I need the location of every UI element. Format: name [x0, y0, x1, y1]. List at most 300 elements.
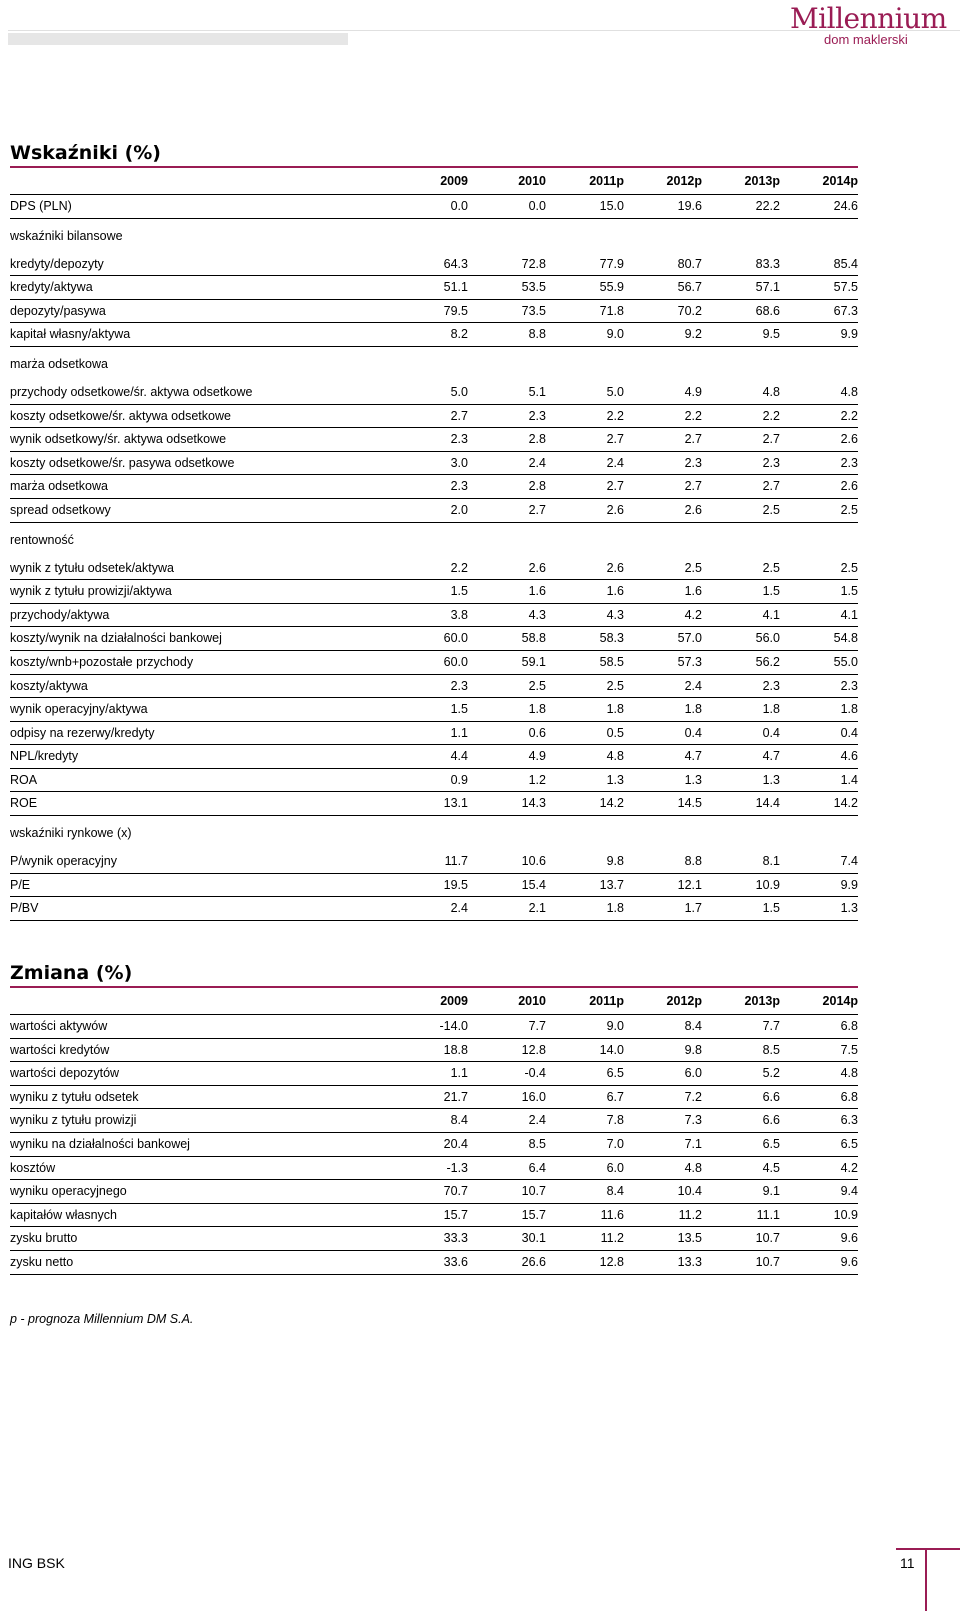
value-cell: 15.7 — [390, 1203, 468, 1227]
table-row — [10, 674, 858, 698]
value-cell: 0.9 — [390, 768, 468, 792]
value-cell: 1.3 — [624, 768, 702, 792]
value-cell: 2.6 — [546, 557, 624, 580]
row-label: marża odsetkowa — [10, 475, 390, 499]
row-label: P/BV — [10, 897, 390, 921]
value-cell: 2.0 — [390, 498, 468, 522]
row-label: koszty odsetkowe/śr. aktywa odsetkowe — [10, 404, 390, 428]
value-cell: 12.8 — [468, 1038, 546, 1062]
value-cell: 53.5 — [468, 276, 546, 300]
value-cell: 1.5 — [780, 580, 858, 604]
table-row — [10, 323, 858, 347]
value-cell: 71.8 — [546, 299, 624, 323]
value-cell: 4.3 — [546, 603, 624, 627]
table-row — [10, 1156, 858, 1180]
table-row — [10, 1062, 858, 1086]
value-cell: 1.5 — [702, 897, 780, 921]
value-cell: 79.5 — [390, 299, 468, 323]
table-row — [10, 557, 858, 580]
row-label: NPL/kredyty — [10, 745, 390, 769]
value-cell: 4.9 — [468, 745, 546, 769]
table-row — [10, 498, 858, 522]
value-cell: 1.8 — [702, 698, 780, 722]
value-cell: 9.4 — [780, 1180, 858, 1204]
table-row — [10, 768, 858, 792]
value-cell: 2.6 — [780, 428, 858, 452]
value-cell: 5.2 — [702, 1062, 780, 1086]
value-cell: 12.1 — [624, 873, 702, 897]
table-row — [10, 745, 858, 769]
value-cell: 2.5 — [702, 557, 780, 580]
value-cell: 1.5 — [390, 580, 468, 604]
value-cell: -14.0 — [390, 1015, 468, 1039]
value-cell: 5.0 — [390, 381, 468, 404]
value-cell: 2.3 — [780, 451, 858, 475]
value-cell: 1.3 — [546, 768, 624, 792]
value-cell: 11.7 — [390, 850, 468, 873]
value-cell: 2.6 — [624, 498, 702, 522]
value-cell: 70.2 — [624, 299, 702, 323]
table-row — [10, 897, 858, 921]
row-label: kredyty/depozyty — [10, 253, 390, 276]
value-cell: 4.8 — [702, 381, 780, 404]
value-cell: 9.8 — [624, 1038, 702, 1062]
value-cell: 8.8 — [624, 850, 702, 873]
value-cell: 7.7 — [702, 1015, 780, 1039]
value-cell: 2.8 — [468, 475, 546, 499]
value-cell: 1.4 — [780, 768, 858, 792]
value-cell: 9.0 — [546, 1015, 624, 1039]
row-label: koszty/wnb+pozostałe przychody — [10, 650, 390, 674]
value-cell: 80.7 — [624, 253, 702, 276]
value-cell: 2.7 — [624, 428, 702, 452]
value-cell: 58.8 — [468, 627, 546, 651]
value-cell: 2.7 — [702, 475, 780, 499]
value-cell: 10.9 — [702, 873, 780, 897]
row-label: koszty odsetkowe/śr. pasywa odsetkowe — [10, 451, 390, 475]
value-cell: 4.7 — [702, 745, 780, 769]
value-cell: 24.6 — [780, 195, 858, 219]
value-cell: 2.4 — [546, 451, 624, 475]
value-cell: 9.6 — [780, 1250, 858, 1274]
header-bar — [8, 33, 348, 45]
value-cell: 14.5 — [624, 792, 702, 816]
value-cell: 10.7 — [468, 1180, 546, 1204]
value-cell: 26.6 — [468, 1250, 546, 1274]
value-cell: 2.3 — [702, 674, 780, 698]
value-cell: 19.6 — [624, 195, 702, 219]
value-cell: 7.0 — [546, 1132, 624, 1156]
value-cell: 2.7 — [546, 428, 624, 452]
row-label: ROA — [10, 768, 390, 792]
value-cell: 2.3 — [390, 475, 468, 499]
value-cell: 14.2 — [780, 792, 858, 816]
group-heading-row — [10, 218, 858, 253]
year-header: 2010 — [468, 168, 546, 195]
value-cell: 73.5 — [468, 299, 546, 323]
row-label: koszty/aktywa — [10, 674, 390, 698]
value-cell: 8.4 — [390, 1109, 468, 1133]
value-cell: 6.7 — [546, 1085, 624, 1109]
row-label: kapitałów własnych — [10, 1203, 390, 1227]
value-cell: 68.6 — [702, 299, 780, 323]
value-cell: 15.7 — [468, 1203, 546, 1227]
value-cell: 0.6 — [468, 721, 546, 745]
row-label: przychody/aktywa — [10, 603, 390, 627]
table-row — [10, 603, 858, 627]
value-cell: 2.3 — [390, 674, 468, 698]
table-row — [10, 698, 858, 722]
value-cell: 8.5 — [702, 1038, 780, 1062]
value-cell: 0.4 — [624, 721, 702, 745]
value-cell: 21.7 — [390, 1085, 468, 1109]
value-cell: 6.6 — [702, 1085, 780, 1109]
logo-main-text: Millennium — [790, 2, 947, 35]
value-cell: 1.8 — [546, 897, 624, 921]
value-cell: 13.7 — [546, 873, 624, 897]
table-row — [10, 650, 858, 674]
year-header: 2014p — [780, 988, 858, 1015]
row-label: wyniku operacyjnego — [10, 1180, 390, 1204]
value-cell: 7.7 — [468, 1015, 546, 1039]
value-cell: 6.3 — [780, 1109, 858, 1133]
value-cell: 2.5 — [702, 498, 780, 522]
value-cell: 2.3 — [780, 674, 858, 698]
indicators-body — [10, 195, 858, 921]
value-cell: 2.5 — [468, 674, 546, 698]
value-cell: 2.3 — [702, 451, 780, 475]
value-cell: 83.3 — [702, 253, 780, 276]
value-cell: 8.2 — [390, 323, 468, 347]
value-cell: 3.8 — [390, 603, 468, 627]
value-cell: 6.5 — [546, 1062, 624, 1086]
value-cell: 33.3 — [390, 1227, 468, 1251]
value-cell: -0.4 — [468, 1062, 546, 1086]
row-label: wynik odsetkowy/śr. aktywa odsetkowe — [10, 428, 390, 452]
value-cell: 13.1 — [390, 792, 468, 816]
value-cell: 0.0 — [390, 195, 468, 219]
value-cell: 19.5 — [390, 873, 468, 897]
value-cell: 2.5 — [780, 557, 858, 580]
value-cell: 15.0 — [546, 195, 624, 219]
value-cell: 2.2 — [546, 404, 624, 428]
group-heading-row — [10, 522, 858, 557]
value-cell: 7.1 — [624, 1132, 702, 1156]
row-label: DPS (PLN) — [10, 195, 390, 219]
table-row — [10, 1132, 858, 1156]
value-cell: 8.5 — [468, 1132, 546, 1156]
row-label: przychody odsetkowe/śr. aktywa odsetkowe — [10, 381, 390, 404]
footer-rule-vertical — [925, 1548, 927, 1611]
table-row — [10, 276, 858, 300]
value-cell: 4.2 — [780, 1156, 858, 1180]
value-cell: 1.6 — [624, 580, 702, 604]
value-cell: 1.5 — [390, 698, 468, 722]
value-cell: 2.7 — [390, 404, 468, 428]
row-label: wyniku z tytułu odsetek — [10, 1085, 390, 1109]
row-label: wyniku na działalności bankowej — [10, 1132, 390, 1156]
row-label: wartości depozytów — [10, 1062, 390, 1086]
value-cell: 4.9 — [624, 381, 702, 404]
year-header: 2011p — [546, 168, 624, 195]
group-heading: rentowność — [10, 532, 74, 547]
value-cell: 4.8 — [780, 381, 858, 404]
value-cell: 4.4 — [390, 745, 468, 769]
value-cell: 11.2 — [546, 1227, 624, 1251]
row-label: zysku netto — [10, 1250, 390, 1274]
value-cell: 10.4 — [624, 1180, 702, 1204]
indicators-section — [10, 140, 858, 921]
value-cell: 8.8 — [468, 323, 546, 347]
value-cell: 2.7 — [546, 475, 624, 499]
indicators-table — [10, 168, 858, 921]
value-cell: 9.9 — [780, 323, 858, 347]
value-cell: 2.4 — [468, 451, 546, 475]
group-heading: wskaźniki rynkowe (x) — [10, 826, 132, 841]
value-cell: 57.0 — [624, 627, 702, 651]
table-row — [10, 580, 858, 604]
value-cell: 2.4 — [624, 674, 702, 698]
value-cell: 1.5 — [702, 580, 780, 604]
value-cell: 9.9 — [780, 873, 858, 897]
table-row — [10, 1015, 858, 1039]
value-cell: 6.5 — [702, 1132, 780, 1156]
value-cell: 6.5 — [780, 1132, 858, 1156]
value-cell: 2.7 — [468, 498, 546, 522]
value-cell: 1.8 — [468, 698, 546, 722]
value-cell: 7.2 — [624, 1085, 702, 1109]
year-header: 2010 — [468, 988, 546, 1015]
value-cell: 33.6 — [390, 1250, 468, 1274]
changes-table — [10, 988, 858, 1275]
value-cell: 7.5 — [780, 1038, 858, 1062]
value-cell: 14.4 — [702, 792, 780, 816]
value-cell: 4.7 — [624, 745, 702, 769]
value-cell: 72.8 — [468, 253, 546, 276]
value-cell: 10.9 — [780, 1203, 858, 1227]
value-cell: 3.0 — [390, 451, 468, 475]
value-cell: 7.4 — [780, 850, 858, 873]
row-label: P/wynik operacyjny — [10, 850, 390, 873]
value-cell: 2.6 — [546, 498, 624, 522]
value-cell: 54.8 — [780, 627, 858, 651]
row-label: wynik operacyjny/aktywa — [10, 698, 390, 722]
row-label: wynik z tytułu odsetek/aktywa — [10, 557, 390, 580]
value-cell: 57.1 — [702, 276, 780, 300]
year-header: 2009 — [390, 988, 468, 1015]
group-heading: marża odsetkowa — [10, 356, 108, 371]
value-cell: 1.2 — [468, 768, 546, 792]
value-cell: 1.6 — [468, 580, 546, 604]
year-header: 2014p — [780, 168, 858, 195]
value-cell: 2.6 — [468, 557, 546, 580]
value-cell: 4.1 — [702, 603, 780, 627]
value-cell: 18.8 — [390, 1038, 468, 1062]
row-label: kosztów — [10, 1156, 390, 1180]
value-cell: 9.0 — [546, 323, 624, 347]
row-label: koszty/wynik na działalności bankowej — [10, 627, 390, 651]
value-cell: 10.6 — [468, 850, 546, 873]
value-cell: 1.3 — [702, 768, 780, 792]
value-cell: 4.8 — [624, 1156, 702, 1180]
value-cell: 57.5 — [780, 276, 858, 300]
value-cell: 13.5 — [624, 1227, 702, 1251]
year-header: 2009 — [390, 168, 468, 195]
value-cell: 2.2 — [702, 404, 780, 428]
table-row — [10, 1180, 858, 1204]
value-cell: 4.6 — [780, 745, 858, 769]
value-cell: 2.3 — [390, 428, 468, 452]
value-cell: 14.3 — [468, 792, 546, 816]
row-label: kredyty/aktywa — [10, 276, 390, 300]
year-header: 2013p — [702, 988, 780, 1015]
indicators-title: Wskaźniki (%) — [10, 142, 161, 164]
value-cell: 56.0 — [702, 627, 780, 651]
table-row — [10, 792, 858, 816]
value-cell: 2.3 — [624, 451, 702, 475]
value-cell: 1.6 — [546, 580, 624, 604]
table-row — [10, 1203, 858, 1227]
value-cell: 0.4 — [780, 721, 858, 745]
group-heading-row — [10, 346, 858, 381]
changes-title: Zmiana (%) — [10, 962, 133, 984]
value-cell: 0.4 — [702, 721, 780, 745]
value-cell: 15.4 — [468, 873, 546, 897]
value-cell: 4.5 — [702, 1156, 780, 1180]
value-cell: 9.2 — [624, 323, 702, 347]
value-cell: 59.1 — [468, 650, 546, 674]
logo-sub-text: dom maklerski — [824, 32, 908, 47]
value-cell: 9.6 — [780, 1227, 858, 1251]
value-cell: 2.3 — [468, 404, 546, 428]
value-cell: 2.5 — [780, 498, 858, 522]
value-cell: 2.1 — [468, 897, 546, 921]
value-cell: 2.7 — [624, 475, 702, 499]
row-label: kapitał własny/aktywa — [10, 323, 390, 347]
table-row — [10, 428, 858, 452]
value-cell: 70.7 — [390, 1180, 468, 1204]
value-cell: 1.1 — [390, 1062, 468, 1086]
value-cell: 60.0 — [390, 627, 468, 651]
value-cell: 4.2 — [624, 603, 702, 627]
value-cell: 8.1 — [702, 850, 780, 873]
row-label: odpisy na rezerwy/kredyty — [10, 721, 390, 745]
row-label: P/E — [10, 873, 390, 897]
value-cell: 4.1 — [780, 603, 858, 627]
value-cell: 55.9 — [546, 276, 624, 300]
value-cell: 10.7 — [702, 1227, 780, 1251]
value-cell: 2.6 — [780, 475, 858, 499]
value-cell: 12.8 — [546, 1250, 624, 1274]
value-cell: 5.1 — [468, 381, 546, 404]
value-cell: 56.7 — [624, 276, 702, 300]
value-cell: 6.8 — [780, 1015, 858, 1039]
table-row — [10, 451, 858, 475]
value-cell: 2.2 — [390, 557, 468, 580]
year-header: 2012p — [624, 168, 702, 195]
changes-header-row — [10, 988, 858, 1015]
value-cell: 11.1 — [702, 1203, 780, 1227]
value-cell: 2.2 — [624, 404, 702, 428]
value-cell: -1.3 — [390, 1156, 468, 1180]
value-cell: 2.5 — [624, 557, 702, 580]
value-cell: 58.3 — [546, 627, 624, 651]
footer-company: ING BSK — [8, 1555, 65, 1571]
value-cell: 16.0 — [468, 1085, 546, 1109]
value-cell: 14.0 — [546, 1038, 624, 1062]
value-cell: 67.3 — [780, 299, 858, 323]
value-cell: 2.2 — [780, 404, 858, 428]
year-header: 2012p — [624, 988, 702, 1015]
value-cell: 6.4 — [468, 1156, 546, 1180]
value-cell: 1.8 — [624, 698, 702, 722]
year-header: 2013p — [702, 168, 780, 195]
group-heading: wskaźniki bilansowe — [10, 228, 123, 243]
value-cell: 4.8 — [546, 745, 624, 769]
value-cell: 0.5 — [546, 721, 624, 745]
table-row — [10, 1109, 858, 1133]
table-row — [10, 721, 858, 745]
value-cell: 8.4 — [546, 1180, 624, 1204]
table-row — [10, 1250, 858, 1274]
value-cell: 6.6 — [702, 1109, 780, 1133]
table-row — [10, 299, 858, 323]
table-row — [10, 381, 858, 404]
value-cell: 2.4 — [390, 897, 468, 921]
row-label: zysku brutto — [10, 1227, 390, 1251]
forecast-footnote: p - prognoza Millennium DM S.A. — [10, 1312, 194, 1326]
row-label: depozyty/pasywa — [10, 299, 390, 323]
value-cell: 5.0 — [546, 381, 624, 404]
table-row — [10, 873, 858, 897]
value-cell: 10.7 — [702, 1250, 780, 1274]
table-row — [10, 1085, 858, 1109]
value-cell: 8.4 — [624, 1015, 702, 1039]
value-cell: 58.5 — [546, 650, 624, 674]
header-label-cell — [10, 168, 390, 195]
value-cell: 0.0 — [468, 195, 546, 219]
changes-body — [10, 1015, 858, 1275]
value-cell: 14.2 — [546, 792, 624, 816]
table-row — [10, 253, 858, 276]
value-cell: 1.8 — [780, 698, 858, 722]
table-row — [10, 404, 858, 428]
value-cell: 1.1 — [390, 721, 468, 745]
indicators-header-row — [10, 168, 858, 195]
value-cell: 64.3 — [390, 253, 468, 276]
value-cell: 30.1 — [468, 1227, 546, 1251]
header-label-cell — [10, 988, 390, 1015]
value-cell: 1.7 — [624, 897, 702, 921]
value-cell: 6.0 — [624, 1062, 702, 1086]
value-cell: 11.6 — [546, 1203, 624, 1227]
table-row — [10, 195, 858, 219]
value-cell: 9.1 — [702, 1180, 780, 1204]
value-cell: 51.1 — [390, 276, 468, 300]
value-cell: 1.3 — [780, 897, 858, 921]
row-label: ROE — [10, 792, 390, 816]
value-cell: 4.8 — [780, 1062, 858, 1086]
footer-rule-horizontal — [896, 1548, 960, 1550]
value-cell: 7.8 — [546, 1109, 624, 1133]
value-cell: 1.8 — [546, 698, 624, 722]
value-cell: 4.3 — [468, 603, 546, 627]
row-label: wynik z tytułu prowizji/aktywa — [10, 580, 390, 604]
table-row — [10, 850, 858, 873]
page-number: 11 — [900, 1555, 915, 1571]
value-cell: 56.2 — [702, 650, 780, 674]
row-label: wartości kredytów — [10, 1038, 390, 1062]
